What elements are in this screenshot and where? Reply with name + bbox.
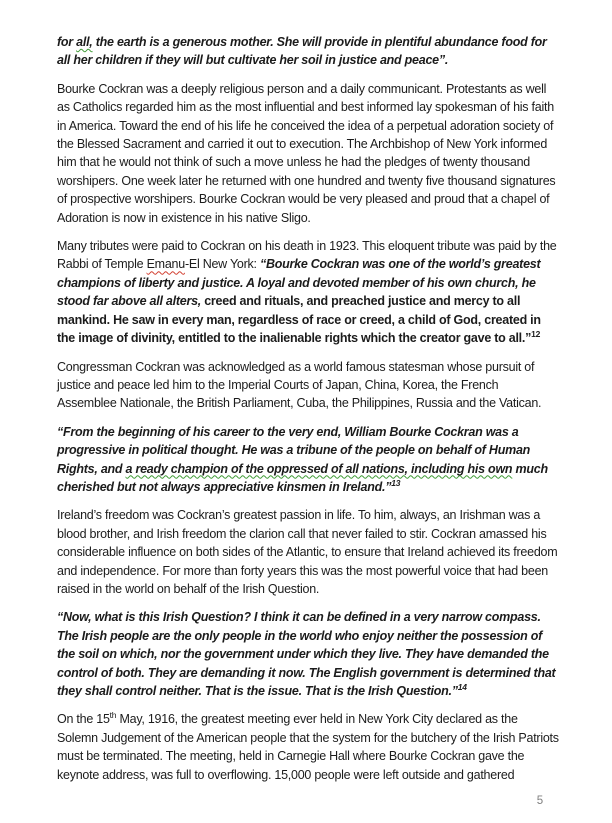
text-run: a ready champion of the oppressed of all nations, including his own: [125, 461, 513, 476]
text-run: 13: [391, 477, 401, 488]
text-run: Ireland’s freedom was Cockran’s greatest passion in life. To him, always, an Irishman was a blood brother, and Irish freedom the clarion call that never failed to stir. Cockran amassed his considerable influence on both sides of the Atlantic, to ensure that Ireland achieved its freedom and independence. For more than forty years this was the most powerful voice that had been raised in the world on behalf of the Irish Question.: [57, 508, 558, 596]
text-run: “Now, what is this Irish Question? I think it can be defined in a very narrow compass. The Irish people are the only people in the world who enjoy neither the possession of the soil on which, nor the government under which they live. They have demanded the control of both. They are demanding it now. The English government is determined that they shall control neither. That is the issue. That is the Irish Question.”: [57, 610, 556, 698]
text-run: Emanu: [146, 257, 185, 272]
text-run: 12: [531, 328, 541, 339]
page-number: 5: [536, 795, 544, 807]
paragraph-carnegie-hall-meeting: [57, 710, 559, 784]
text-run: “Bourke Cockran was one of the world’s greatest champions of liberty and justice. A loyal and devoted member of his own church, he stood far above all alters,: [57, 257, 541, 309]
paragraph-progressive-quote: [57, 423, 559, 497]
paragraph-ireland-freedom: [57, 506, 559, 598]
page-content: [57, 33, 559, 794]
text-run: for: [57, 35, 77, 49]
paragraph-world-famous-statesman: [57, 358, 559, 413]
text-run: May, 1916, the greatest meeting ever held in New York City declared as the Solemn Judgement of the American people that the system for the butchery of the Irish Patriots must be terminated. The meeting, held in Carnegie Hall where Bourke Cockran gave the keynote address, was full to overflowing. 15,000 people were left outside and gathered: [57, 712, 559, 782]
text-run: Many tributes were paid to Cockran on his death in 1923. This eloquent tribute was paid by the Rabbi of Temple: [57, 239, 557, 272]
text-run: much cherished but not always appreciative kinsmen in Ireland.”: [57, 461, 548, 494]
text-run: all,: [76, 35, 93, 49]
text-run: Bourke Cockran was a deeply religious person and a daily communicant. Protestants as well as Catholics regarded him as the most influential and best informed lay spokesman of his faith in America. Toward the end of his life he conceived the idea of a perpetual adoration society of the Blessed Sacrament and carried it out to execution. The Archbishop of New York informed him that he would not think of such a move unless he had the pledges of twenty thousand worshipers. One week later he returned with one hundred and twenty five thousand signatures of prospective worshipers. Bourke Cockran would be very pleased and proud that a chapel of Adoration is now in existence in his native Sligo.: [57, 81, 556, 225]
text-run: 14: [457, 681, 467, 692]
text-run: Congressman Cockran was acknowledged as a world famous statesman whose pursuit of justice and peace led him to the Imperial Courts of Japan, China, Korea, the French Assemblee Nationale, the British Parliament, Cuba, the Philippines, Russia and the Vatican.: [57, 359, 542, 411]
paragraph-quote-continuation: [57, 33, 559, 70]
paragraph-irish-question-quote: [57, 608, 559, 700]
text-run: the earth is a generous mother. She will provide in plentiful abundance food for all her children if they will but cultivate her soil in justice and peace”.: [57, 35, 547, 68]
text-run: On the 15: [57, 712, 110, 727]
paragraph-tributes-rabbi: [57, 237, 559, 347]
text-run: “From the beginning of his career to the very end, William Bourke Cockran was a progressive in political thought. He was a tribune of the people on behalf of Human Rights, and: [57, 424, 531, 476]
paragraph-religious-person: [57, 80, 559, 227]
text-run: -El New York:: [184, 257, 260, 272]
text-run: creed and rituals, and preached justice and mercy to all mankind. He saw in every man, regardless of race or creed, a child of God, created in the image of divinity, entitled to the inalienable rights which the creator gave to all.”: [57, 294, 541, 346]
text-run: th: [109, 710, 117, 721]
